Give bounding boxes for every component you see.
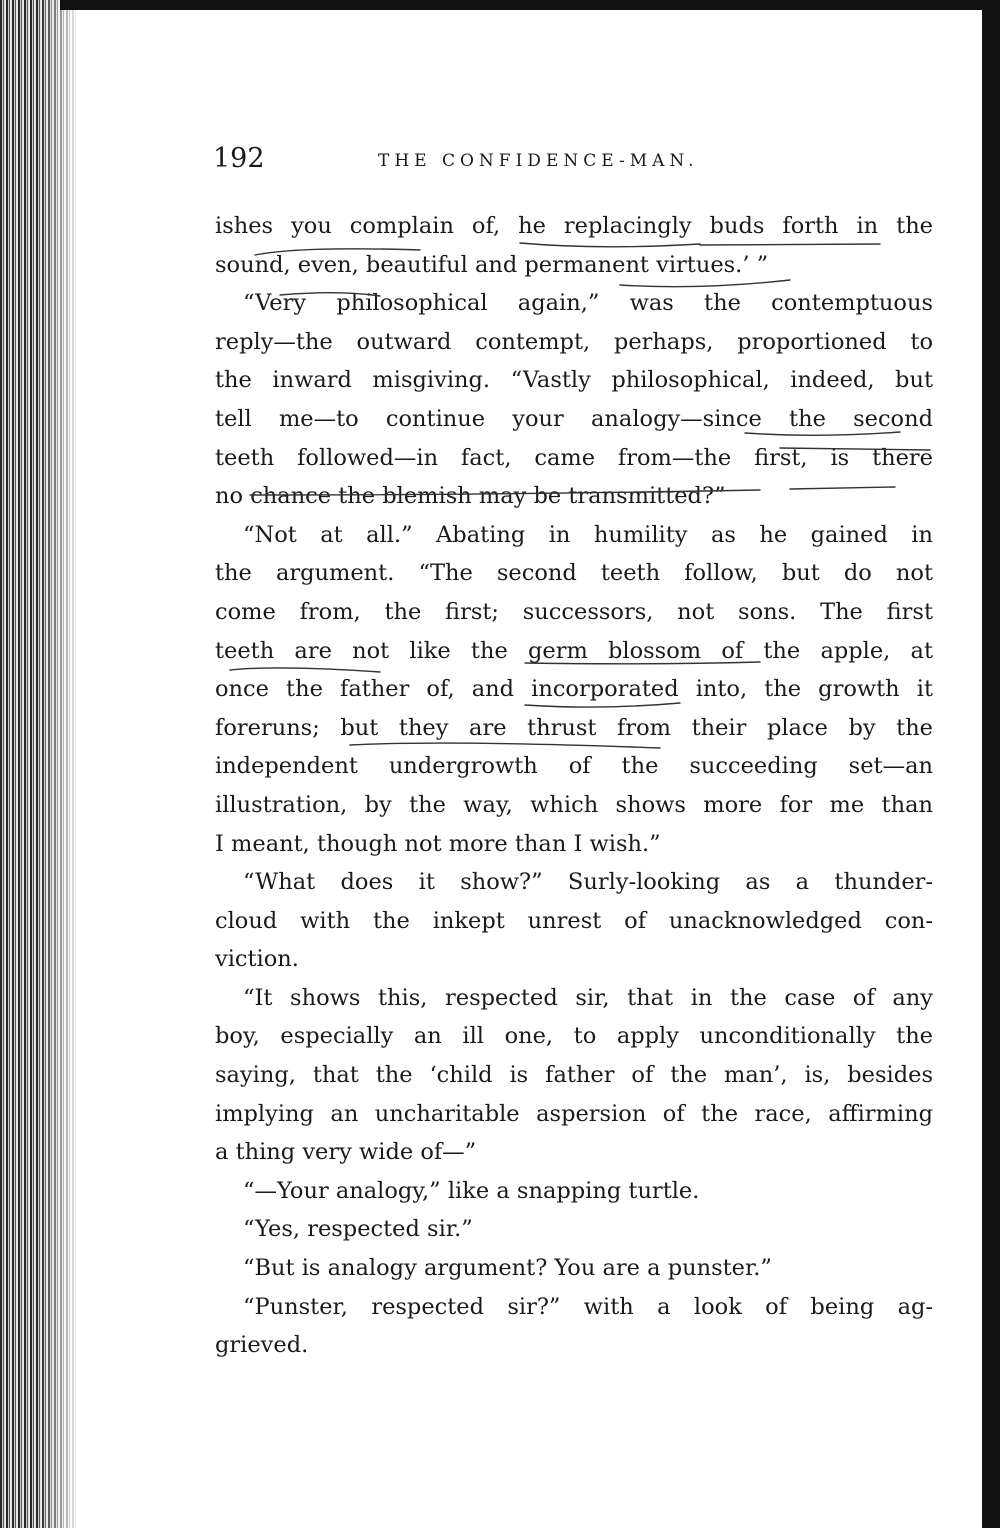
text-line: independent undergrowth of the succeeding set—an <box>215 753 933 780</box>
text-line: the argument. “The second teeth follow, but do not <box>215 560 933 587</box>
text-line: “Very philosophical again,” was the contemptuous <box>243 290 933 317</box>
text-line: “What does it show?” Surly-looking as a thunder- <box>243 869 933 896</box>
page-header <box>213 143 933 183</box>
text-line: teeth are not like the germ blossom of the apple, at <box>215 637 933 664</box>
text-line: tell me—to continue your analogy—since the second <box>215 405 933 432</box>
body-text <box>215 207 933 1365</box>
text-line: “Punster, respected sir?” with a look of being ag- <box>243 1293 933 1320</box>
text-line: ishes you complain of, he replacingly buds forth in the <box>215 213 933 239</box>
text-line: “It shows this, respected sir, that in the case of any <box>243 984 933 1011</box>
text-line: once the father of, and incorporated into, the growth it <box>215 676 933 703</box>
text-line: boy, especially an ill one, to apply unconditionally the <box>215 1023 933 1050</box>
running-head: THE CONFIDENCE-MAN. <box>378 151 699 171</box>
text-line: sound, even, beautiful and permanent virtues.’ ” <box>215 251 769 278</box>
text-line: “But is analogy argument? You are a punster.” <box>243 1255 772 1282</box>
text-line: saying, that the ‘child is father of the man’, is, besides <box>215 1062 933 1089</box>
text-line: foreruns; but they are thrust from their place by the <box>215 714 933 741</box>
text-line: reply—the outward contempt, perhaps, proportioned to <box>215 328 933 355</box>
text-line: come from, the first; successors, not sons. The first <box>215 598 933 625</box>
scan-border-top <box>60 0 1000 10</box>
text-line: “Not at all.” Abating in humility as he gained in <box>243 521 933 548</box>
page-number: 192 <box>213 143 265 174</box>
text-line: viction. <box>215 946 299 973</box>
text-line: no chance the blemish may be transmitted?” <box>215 483 726 510</box>
text-line: illustration, by the way, which shows more for me than <box>215 791 933 818</box>
text-line: a thing very wide of—” <box>215 1139 477 1166</box>
text-line: “—Your analogy,” like a snapping turtle. <box>243 1177 700 1204</box>
text-line: I meant, though not more than I wish.” <box>215 830 661 857</box>
text-line: cloud with the inkept unrest of unacknowledged con- <box>215 907 933 934</box>
text-line: the inward misgiving. “Vastly philosophical, indeed, but <box>215 367 933 394</box>
gutter-shadow <box>40 0 80 1528</box>
scan-border-right <box>982 0 1000 1528</box>
text-line: implying an uncharitable aspersion of the race, affirming <box>215 1100 933 1127</box>
text-line: teeth followed—in fact, came from—the first, is there <box>215 444 933 471</box>
text-line: grieved. <box>215 1332 309 1359</box>
text-line: “Yes, respected sir.” <box>243 1216 473 1243</box>
